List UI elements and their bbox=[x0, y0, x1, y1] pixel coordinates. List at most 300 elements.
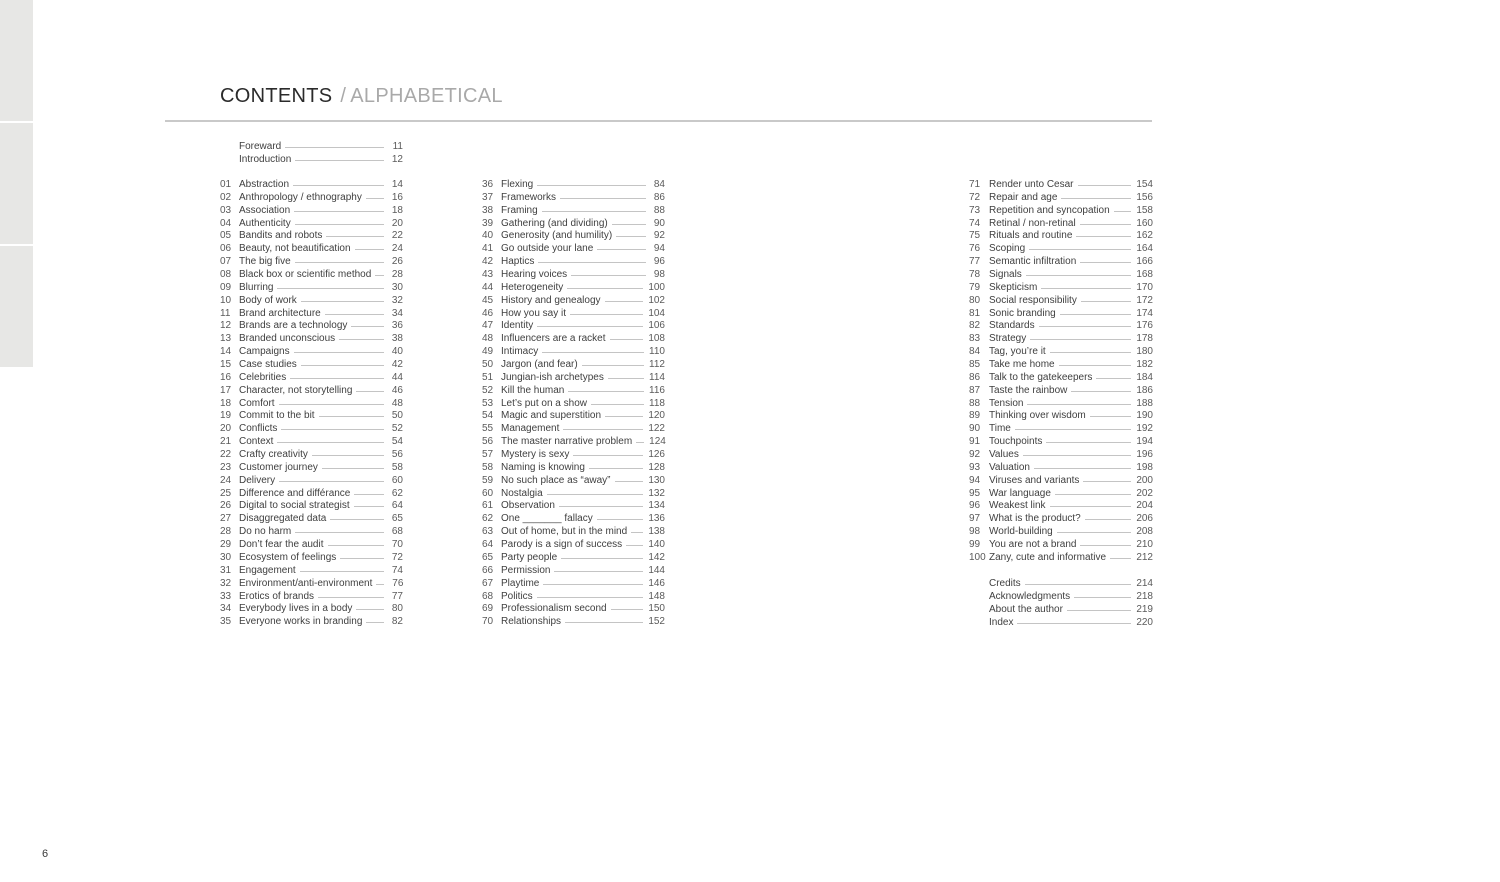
entry-label: Retinal / non-retinal bbox=[989, 217, 1076, 229]
entry-page: 118 bbox=[649, 397, 665, 409]
entry-number: 41 bbox=[482, 243, 494, 255]
entry-label: Haptics bbox=[501, 256, 535, 268]
entry-number: 68 bbox=[482, 590, 494, 602]
entry-number: 93 bbox=[969, 461, 981, 473]
entry-leader bbox=[355, 249, 384, 250]
entry-page: 172 bbox=[1136, 294, 1153, 306]
entry-label: Introduction bbox=[239, 153, 292, 165]
entry-number: 82 bbox=[969, 320, 981, 332]
entry-leader bbox=[295, 262, 384, 263]
entry-leader bbox=[626, 545, 643, 546]
entry-leader bbox=[1071, 391, 1131, 392]
entry-label: Touchpoints bbox=[989, 436, 1043, 448]
entry-page: 74 bbox=[391, 564, 403, 576]
entry-label: Association bbox=[239, 204, 291, 216]
entry-leader bbox=[559, 506, 643, 507]
toc-entry bbox=[220, 423, 403, 436]
toc-entry bbox=[969, 436, 1153, 449]
entry-leader bbox=[612, 224, 646, 225]
entry-label: Campaigns bbox=[239, 346, 290, 358]
toc-entry bbox=[969, 359, 1153, 372]
entry-number: 09 bbox=[220, 281, 232, 293]
entry-leader bbox=[1083, 481, 1131, 482]
entry-leader bbox=[570, 314, 643, 315]
entry-page: 65 bbox=[391, 513, 403, 525]
entry-number: 17 bbox=[220, 384, 232, 396]
toc-entry bbox=[969, 179, 1153, 192]
entry-number: 23 bbox=[220, 461, 232, 473]
entry-label: Delivery bbox=[239, 474, 276, 486]
entry-leader bbox=[279, 481, 384, 482]
entry-leader bbox=[1039, 326, 1132, 327]
toc-entry bbox=[220, 398, 403, 411]
entry-label: Anthropology / ethnography bbox=[239, 191, 362, 203]
back-matter-list bbox=[969, 578, 1153, 629]
entry-label: Everybody lives in a body bbox=[239, 603, 353, 615]
entry-page: 150 bbox=[648, 603, 665, 615]
toc-entry bbox=[482, 462, 665, 475]
entry-label: Go outside your lane bbox=[501, 243, 594, 255]
toc-entry bbox=[969, 295, 1153, 308]
entry-leader bbox=[294, 211, 384, 212]
entry-page: 148 bbox=[648, 590, 665, 602]
entry-leader bbox=[328, 545, 385, 546]
entry-leader bbox=[295, 532, 384, 533]
entry-page: 52 bbox=[391, 423, 403, 435]
entry-leader bbox=[636, 442, 644, 443]
entry-number: 92 bbox=[969, 449, 981, 461]
entry-label: Parody is a sign of success bbox=[501, 539, 623, 551]
entry-page: 120 bbox=[648, 410, 665, 422]
toc-entry bbox=[220, 333, 403, 346]
toc-entry bbox=[482, 372, 665, 385]
entry-leader bbox=[542, 352, 644, 353]
entry-label: Intimacy bbox=[501, 346, 539, 358]
entry-label: Foreward bbox=[239, 141, 282, 152]
entry-number: 20 bbox=[220, 423, 232, 435]
entry-label: Case studies bbox=[239, 359, 297, 371]
title-main: CONTENTS bbox=[220, 85, 333, 107]
title-separator: / bbox=[340, 85, 347, 107]
toc-entry bbox=[220, 154, 403, 167]
entry-number: 48 bbox=[482, 333, 494, 345]
entry-page: 34 bbox=[391, 307, 403, 319]
entry-number: 34 bbox=[220, 603, 232, 615]
entry-label: Valuation bbox=[989, 461, 1030, 473]
toc-entry bbox=[482, 256, 665, 269]
entry-number: 47 bbox=[482, 320, 494, 332]
entry-number: 80 bbox=[969, 294, 981, 306]
entry-leader bbox=[605, 301, 644, 302]
entry-page: 128 bbox=[648, 461, 665, 473]
entry-page: 194 bbox=[1136, 436, 1153, 448]
entry-number: 40 bbox=[482, 230, 494, 242]
entry-leader bbox=[547, 494, 644, 495]
entry-label: Identity bbox=[501, 320, 534, 332]
entry-leader bbox=[339, 339, 384, 340]
entry-leader bbox=[560, 198, 646, 199]
toc-entry bbox=[220, 526, 403, 539]
entry-leader bbox=[1090, 416, 1132, 417]
toc-entry bbox=[482, 243, 665, 256]
entry-number: 100 bbox=[969, 551, 986, 563]
entry-leader bbox=[1034, 468, 1131, 469]
entry-leader bbox=[605, 416, 643, 417]
entry-number: 67 bbox=[482, 577, 494, 589]
entry-leader bbox=[1080, 224, 1132, 225]
toc-entry bbox=[482, 398, 665, 411]
toc-entry bbox=[220, 488, 403, 501]
entry-label: Jungian-ish archetypes bbox=[501, 371, 604, 383]
entry-leader bbox=[597, 249, 646, 250]
entry-page: 156 bbox=[1136, 191, 1153, 203]
entry-leader bbox=[537, 185, 646, 186]
toc-entry bbox=[482, 436, 665, 449]
entry-number: 46 bbox=[482, 307, 494, 319]
entry-label: Scoping bbox=[989, 243, 1026, 255]
entry-label: What is the product? bbox=[989, 513, 1081, 525]
entry-label: Render unto Cesar bbox=[989, 179, 1074, 190]
entry-page: 116 bbox=[649, 384, 665, 396]
entry-number: 53 bbox=[482, 397, 494, 409]
entry-number: 69 bbox=[482, 603, 494, 615]
toc-entry bbox=[969, 282, 1153, 295]
entry-number: 78 bbox=[969, 269, 981, 281]
toc-entry bbox=[969, 346, 1153, 359]
entry-leader bbox=[301, 365, 384, 366]
entry-page: 12 bbox=[391, 153, 403, 165]
toc-entry bbox=[482, 552, 665, 565]
entry-label: Ecosystem of feelings bbox=[239, 551, 337, 563]
entry-number: 38 bbox=[482, 204, 494, 216]
entry-leader bbox=[616, 236, 646, 237]
entry-leader bbox=[1061, 198, 1131, 199]
toc-entry bbox=[220, 320, 403, 333]
toc-entry bbox=[969, 256, 1153, 269]
entry-page: 114 bbox=[649, 371, 665, 383]
entry-leader bbox=[326, 236, 384, 237]
entry-page: 162 bbox=[1136, 230, 1153, 242]
entry-label: Body of work bbox=[239, 294, 297, 306]
entry-number: 31 bbox=[220, 564, 232, 576]
entry-label: Influencers are a racket bbox=[501, 333, 606, 345]
entry-number: 39 bbox=[482, 217, 494, 229]
toc-entry bbox=[482, 500, 665, 513]
entry-number: 06 bbox=[220, 243, 232, 255]
entry-leader bbox=[356, 391, 384, 392]
entry-page: 152 bbox=[648, 616, 665, 628]
entry-leader bbox=[631, 532, 643, 533]
entry-number: 51 bbox=[482, 371, 494, 383]
header-rule bbox=[165, 120, 1152, 122]
entry-leader bbox=[330, 519, 384, 520]
entry-leader bbox=[325, 314, 384, 315]
entry-leader bbox=[277, 442, 384, 443]
entry-number: 85 bbox=[969, 359, 981, 371]
entry-label: Playtime bbox=[501, 577, 540, 589]
entry-number: 52 bbox=[482, 384, 494, 396]
toc-entry bbox=[220, 500, 403, 513]
entry-page: 144 bbox=[648, 564, 665, 576]
entry-label: No such place as “away” bbox=[501, 474, 611, 486]
entry-page: 14 bbox=[391, 179, 403, 190]
toc-entry bbox=[969, 385, 1153, 398]
entry-leader bbox=[611, 609, 644, 610]
entry-page: 100 bbox=[648, 281, 665, 293]
entry-label: Do no harm bbox=[239, 526, 292, 538]
entry-number: 96 bbox=[969, 500, 981, 512]
entry-label: Authenticity bbox=[239, 217, 291, 229]
toc-entry bbox=[482, 526, 665, 539]
toc-entry bbox=[482, 333, 665, 346]
entry-page: 50 bbox=[391, 410, 403, 422]
entry-page: 42 bbox=[391, 359, 403, 371]
entry-page: 54 bbox=[391, 436, 403, 448]
entry-label: Beauty, not beautification bbox=[239, 243, 351, 255]
entry-number: 02 bbox=[220, 191, 232, 203]
toc-entry bbox=[482, 205, 665, 218]
entry-label: Bandits and robots bbox=[239, 230, 323, 242]
entry-leader bbox=[375, 275, 384, 276]
entry-leader bbox=[1081, 301, 1131, 302]
entry-leader bbox=[597, 519, 644, 520]
entry-number: 97 bbox=[969, 513, 981, 525]
entry-number: 57 bbox=[482, 449, 494, 461]
entry-leader bbox=[312, 455, 384, 456]
toc-entry bbox=[969, 475, 1153, 488]
entry-label: Weakest link bbox=[989, 500, 1046, 512]
entry-page: 24 bbox=[391, 243, 403, 255]
entry-number: 66 bbox=[482, 564, 494, 576]
entry-page: 198 bbox=[1136, 461, 1153, 473]
entry-page: 28 bbox=[391, 269, 403, 281]
entry-number: 16 bbox=[220, 371, 232, 383]
entry-leader bbox=[565, 622, 643, 623]
entry-leader bbox=[1057, 532, 1132, 533]
entry-page: 124 bbox=[649, 436, 666, 448]
entry-number: 08 bbox=[220, 269, 232, 281]
toc-entry bbox=[969, 269, 1153, 282]
toc-entry bbox=[969, 513, 1153, 526]
entry-page: 70 bbox=[391, 539, 403, 551]
entry-page: 56 bbox=[391, 449, 403, 461]
entry-page: 200 bbox=[1136, 474, 1153, 486]
entry-leader bbox=[319, 416, 384, 417]
entry-page: 76 bbox=[392, 577, 404, 589]
entry-page: 46 bbox=[391, 384, 403, 396]
entry-leader bbox=[1029, 249, 1131, 250]
entry-label: Signals bbox=[989, 269, 1022, 281]
entry-page: 212 bbox=[1136, 551, 1153, 563]
entry-leader bbox=[1074, 597, 1131, 598]
toc-entry bbox=[969, 449, 1153, 462]
entry-number: 62 bbox=[482, 513, 494, 525]
entry-leader bbox=[567, 288, 643, 289]
entry-label: Standards bbox=[989, 320, 1035, 332]
toc-entry bbox=[482, 218, 665, 231]
entry-page: 20 bbox=[391, 217, 403, 229]
entry-number: 73 bbox=[969, 204, 981, 216]
toc-entry bbox=[220, 308, 403, 321]
entry-number: 12 bbox=[220, 320, 232, 332]
entry-label: Acknowledgments bbox=[989, 590, 1071, 602]
front-matter-list bbox=[220, 141, 403, 167]
entry-leader bbox=[1059, 365, 1132, 366]
entry-label: Difference and différance bbox=[239, 487, 351, 499]
entry-number: 64 bbox=[482, 539, 494, 551]
entry-label: Abstraction bbox=[239, 179, 290, 190]
entry-label: Index bbox=[989, 616, 1014, 628]
entry-page: 58 bbox=[391, 461, 403, 473]
entry-page: 26 bbox=[391, 256, 403, 268]
entry-leader bbox=[300, 571, 384, 572]
entry-number: 01 bbox=[220, 179, 232, 190]
toc-entry bbox=[220, 385, 403, 398]
toc-entry bbox=[969, 243, 1153, 256]
entry-number: 72 bbox=[969, 191, 981, 203]
entry-leader bbox=[615, 481, 644, 482]
entry-label: Frameworks bbox=[501, 191, 557, 203]
toc-entry bbox=[220, 141, 403, 154]
toc-entry bbox=[482, 269, 665, 282]
toc-entry bbox=[969, 205, 1153, 218]
entry-number: 81 bbox=[969, 307, 981, 319]
entry-label: World-building bbox=[989, 526, 1053, 538]
entry-leader bbox=[1050, 506, 1132, 507]
entry-label: Social responsibility bbox=[989, 294, 1077, 306]
entry-page: 160 bbox=[1136, 217, 1153, 229]
entry-page: 86 bbox=[653, 191, 665, 203]
entry-leader bbox=[351, 326, 384, 327]
entry-label: Management bbox=[501, 423, 560, 435]
entry-number: 07 bbox=[220, 256, 232, 268]
toc-entry bbox=[220, 449, 403, 462]
entry-number: 14 bbox=[220, 346, 232, 358]
entry-label: Comfort bbox=[239, 397, 275, 409]
entry-page: 214 bbox=[1136, 578, 1153, 589]
entry-label: Let’s put on a show bbox=[501, 397, 587, 409]
toc-entry bbox=[482, 282, 665, 295]
entry-page: 40 bbox=[391, 346, 403, 358]
entry-number: 15 bbox=[220, 359, 232, 371]
entry-leader bbox=[366, 622, 384, 623]
entry-label: Everyone works in branding bbox=[239, 616, 363, 628]
entry-page: 178 bbox=[1136, 333, 1153, 345]
entry-label: Character, not storytelling bbox=[239, 384, 353, 396]
entry-label: Environment/anti-environment bbox=[239, 577, 373, 589]
entry-page: 134 bbox=[648, 500, 665, 512]
entry-page: 30 bbox=[391, 281, 403, 293]
toc-entry bbox=[220, 410, 403, 423]
entry-number: 03 bbox=[220, 204, 232, 216]
entry-label: Brands are a technology bbox=[239, 320, 348, 332]
entry-leader bbox=[376, 584, 384, 585]
entry-leader bbox=[582, 365, 644, 366]
entry-label: Heterogeneity bbox=[501, 281, 564, 293]
toc-entry bbox=[969, 410, 1153, 423]
side-tab-3 bbox=[0, 246, 33, 367]
entry-page: 126 bbox=[648, 449, 665, 461]
toc-entry bbox=[220, 372, 403, 385]
toc-entry bbox=[482, 449, 665, 462]
entry-number: 27 bbox=[220, 513, 232, 525]
entry-number: 65 bbox=[482, 551, 494, 563]
toc-entry bbox=[482, 591, 665, 604]
toc-entry bbox=[969, 591, 1153, 604]
entry-page: 206 bbox=[1136, 513, 1153, 525]
entry-label: Relationships bbox=[501, 616, 562, 628]
entry-page: 166 bbox=[1136, 256, 1153, 268]
toc-entry bbox=[969, 320, 1153, 333]
toc-entry bbox=[220, 179, 403, 192]
entry-number: 37 bbox=[482, 191, 494, 203]
toc-entry bbox=[482, 295, 665, 308]
entry-label: Observation bbox=[501, 500, 555, 512]
toc-entry bbox=[220, 616, 403, 629]
toc-entry bbox=[482, 488, 665, 501]
entry-number: 28 bbox=[220, 526, 232, 538]
entry-number: 87 bbox=[969, 384, 981, 396]
toc-entry bbox=[482, 565, 665, 578]
entry-label: Engagement bbox=[239, 564, 296, 576]
toc-entry bbox=[969, 218, 1153, 231]
entry-label: Take me home bbox=[989, 359, 1055, 371]
entry-leader bbox=[543, 584, 643, 585]
entry-page: 154 bbox=[1136, 179, 1153, 190]
entry-number: 71 bbox=[969, 179, 981, 190]
entry-leader bbox=[563, 429, 643, 430]
entry-page: 188 bbox=[1136, 397, 1153, 409]
entry-label: How you say it bbox=[501, 307, 567, 319]
entry-leader bbox=[354, 506, 384, 507]
entry-page: 36 bbox=[391, 320, 403, 332]
toc-entry bbox=[969, 462, 1153, 475]
entry-number: 88 bbox=[969, 397, 981, 409]
entry-number: 60 bbox=[482, 487, 494, 499]
entry-leader bbox=[366, 198, 384, 199]
entry-number: 11 bbox=[220, 307, 231, 319]
entry-leader bbox=[1080, 262, 1131, 263]
toc-entry bbox=[220, 603, 403, 616]
toc-entry bbox=[482, 603, 665, 616]
entry-label: Skepticism bbox=[989, 281, 1038, 293]
toc-entry bbox=[482, 230, 665, 243]
page-number: 6 bbox=[42, 848, 49, 860]
entry-page: 62 bbox=[391, 487, 403, 499]
entry-page: 16 bbox=[391, 191, 403, 203]
toc-entry bbox=[220, 346, 403, 359]
entry-leader bbox=[354, 494, 384, 495]
entry-label: Kill the human bbox=[501, 384, 565, 396]
entry-leader bbox=[589, 468, 643, 469]
toc-entry bbox=[220, 192, 403, 205]
entry-page: 186 bbox=[1136, 384, 1153, 396]
entry-number: 70 bbox=[482, 616, 494, 628]
toc-entry bbox=[220, 230, 403, 243]
entry-label: Rituals and routine bbox=[989, 230, 1073, 242]
entry-label: Context bbox=[239, 436, 274, 448]
entry-number: 59 bbox=[482, 474, 494, 486]
toc-entry bbox=[969, 398, 1153, 411]
entry-number: 42 bbox=[482, 256, 494, 268]
toc-entry bbox=[220, 269, 403, 282]
entry-page: 146 bbox=[648, 577, 665, 589]
entry-leader bbox=[1025, 584, 1132, 585]
toc-entry bbox=[969, 552, 1153, 565]
entry-page: 184 bbox=[1136, 371, 1153, 383]
entry-label: Semantic infiltration bbox=[989, 256, 1077, 268]
entry-leader bbox=[1023, 455, 1131, 456]
